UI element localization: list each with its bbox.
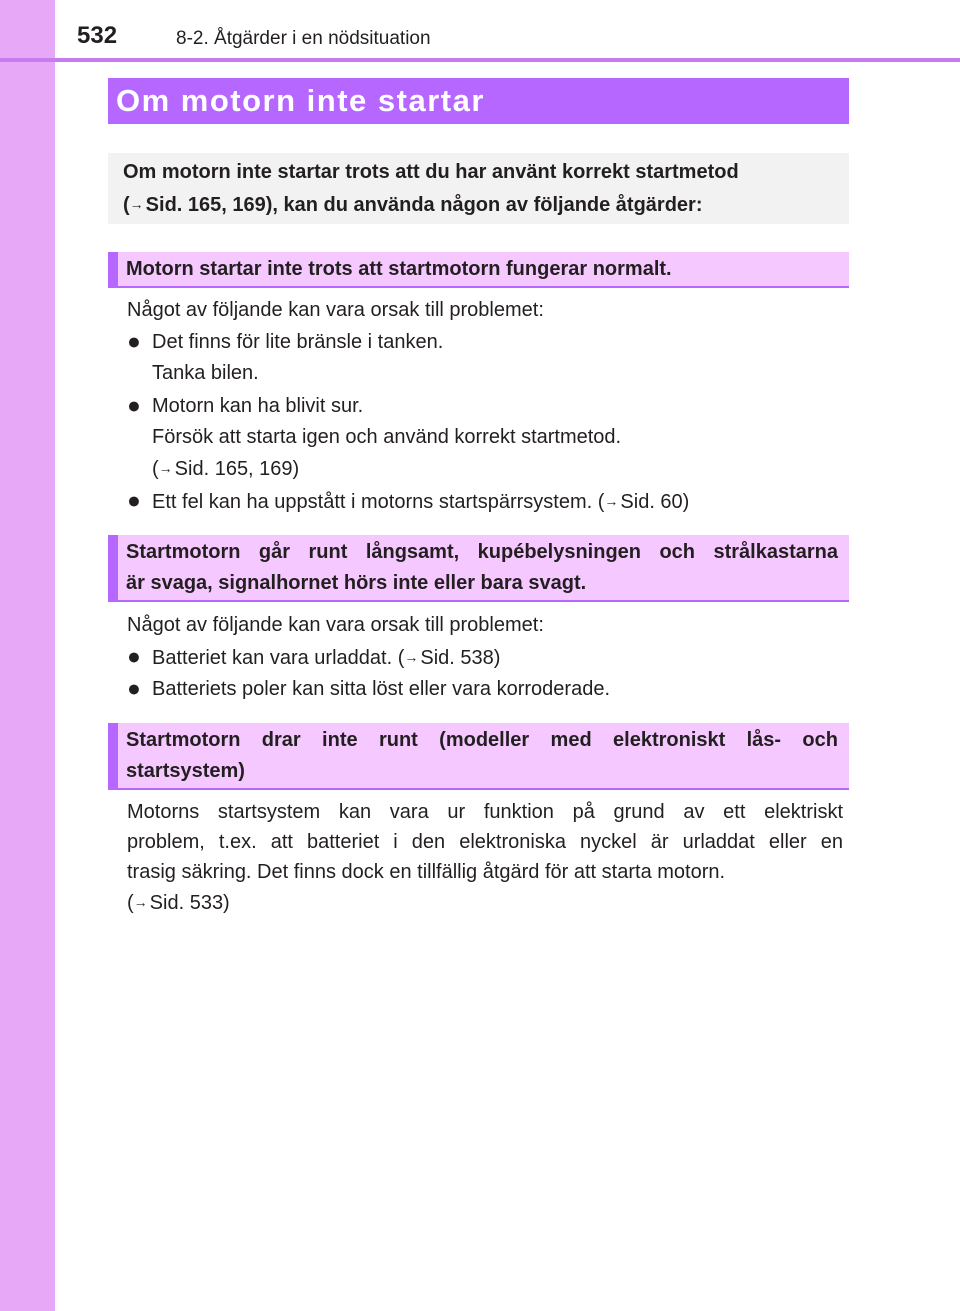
section-1-bullet-2-sub: Försök att starta igen och använd korrekt startmetod. (152, 426, 622, 448)
bullet-icon: ● (127, 392, 141, 418)
page-title: Om motorn inte startar (116, 83, 485, 118)
section-3-ref: (→ Sid. 533) (127, 887, 843, 918)
arrow-icon: → (133, 894, 148, 910)
header-rule (0, 58, 960, 62)
section-2-bullet-1: Batteriet kan vara urladdat. (→ Sid. 538) (152, 647, 501, 669)
subheading-3-text (126, 725, 838, 787)
subheading-3 (108, 723, 849, 790)
title-bar (108, 78, 849, 124)
bullet-icon: ● (127, 328, 141, 354)
arrow-icon: → (404, 649, 419, 665)
arrow-icon: → (604, 493, 619, 509)
subheading-2-line-1: Startmotorn går runt långsamt, kupébelysningen och strålkastarna (126, 541, 838, 563)
section-3-line-2: problem, t.ex. att batteriet i den elektroniska nyckel är urladdat eller en (127, 831, 843, 853)
bullet-icon: ● (127, 675, 141, 701)
arrow-icon: → (158, 460, 173, 476)
bullet-icon: ● (127, 643, 141, 669)
section-3-line-3: trasig säkring. Det finns dock en tillfällig åtgärd för att starta motorn. (127, 861, 726, 883)
section-2-bullet-2: Batteriets poler kan sitta löst eller vara korroderade. (152, 678, 610, 700)
subheading-1-text: Motorn startar inte trots att startmotorn fungerar normalt. (126, 258, 672, 280)
section-3-line-1: Motorns startsystem kan vara ur funktion på grund av ett elektriskt (127, 801, 843, 823)
section-2-lead: Något av följande kan vara orsak till problemet: (127, 614, 544, 636)
subheading-2-line-2: är svaga, signalhornet hörs inte eller bara svagt. (126, 572, 587, 594)
page-number: 532 (77, 22, 118, 49)
intro-box (108, 153, 849, 224)
section-3-paragraph (127, 797, 843, 918)
subheading-3-line-1: Startmotorn drar inte runt (modeller med elektroniskt lås- och (126, 729, 838, 751)
arrow-icon: → (129, 196, 144, 212)
section-1-bullet-2-ref: (→ Sid. 165, 169) (152, 458, 300, 480)
subheading-2-text (126, 537, 838, 599)
section-1-lead: Något av följande kan vara orsak till problemet: (127, 299, 544, 321)
intro-text (123, 156, 839, 221)
intro-line-2: (→ Sid. 165, 169), kan du använda någon av följande åtgärder: (123, 188, 839, 221)
subheading-2 (108, 535, 849, 602)
section-1-bullet-1: Det finns för lite bränsle i tanken. (152, 331, 444, 353)
subheading-1 (108, 252, 849, 288)
section-1-bullet-1-sub: Tanka bilen. (152, 362, 259, 384)
section-1-bullet-2: Motorn kan ha blivit sur. (152, 395, 364, 417)
side-strip (0, 0, 55, 1311)
bullet-icon: ● (127, 487, 141, 513)
intro-line-1: Om motorn inte startar trots att du har använt korrekt startmetod (123, 161, 739, 183)
section-1-bullet-3: Ett fel kan ha uppstått i motorns startspärrsystem. (→ Sid. 60) (152, 491, 690, 513)
subheading-3-line-2: startsystem) (126, 760, 245, 782)
section-label: 8-2. Åtgärder i en nödsituation (176, 28, 431, 49)
